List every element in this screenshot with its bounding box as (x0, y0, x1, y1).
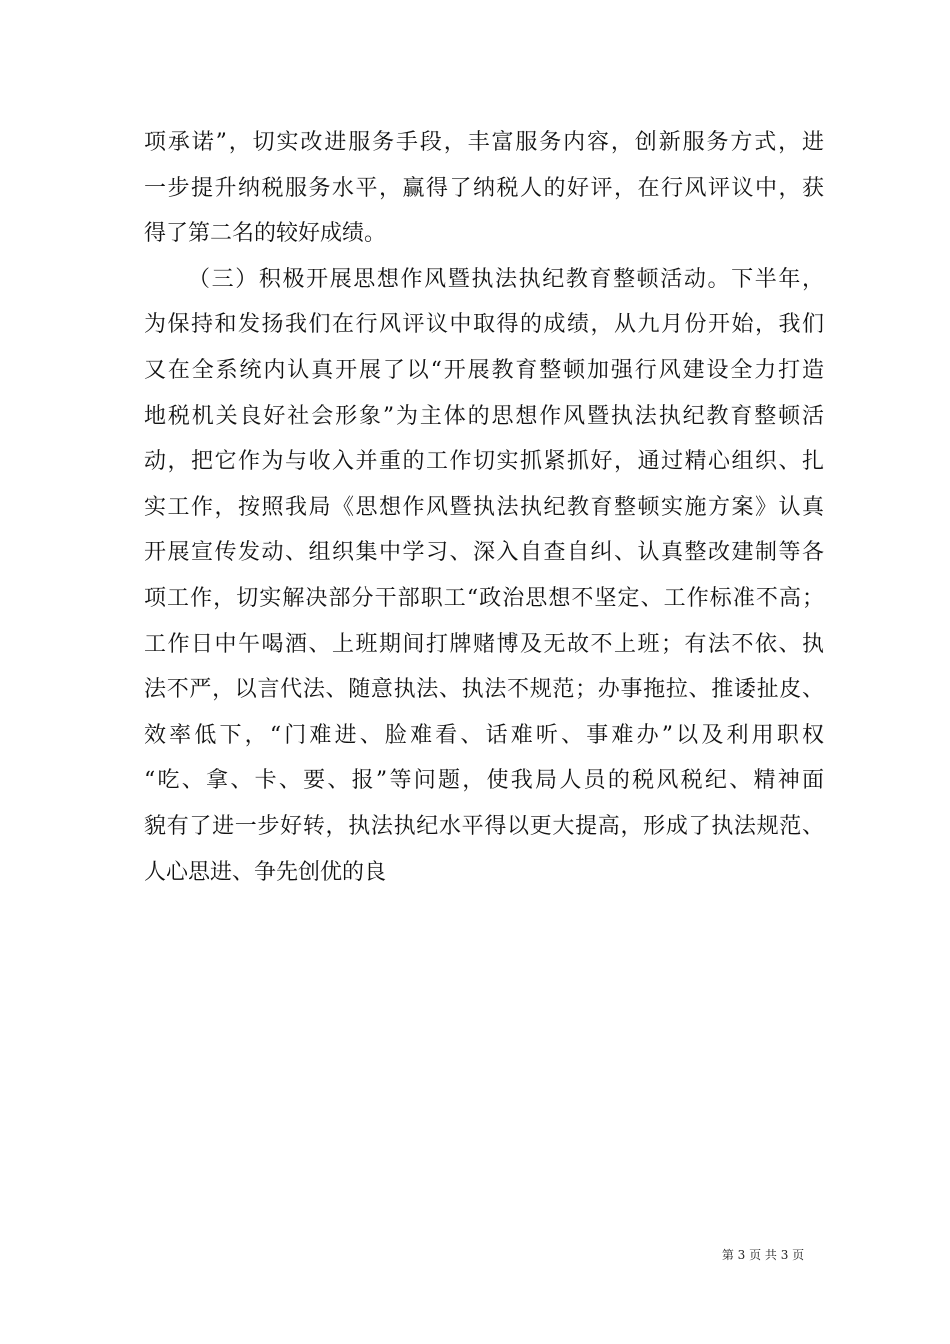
text-line: （三）积极开展思想作风暨执法执纪教育整顿活动。下半年， (188, 266, 824, 292)
text-line: 项承诺”，切实改进服务手段，丰富服务内容，创新服务方式，进 (144, 130, 824, 155)
text-line: 貌有了进一步好转，执法执纪水平得以更大提高，形成了执法规范、 (144, 813, 824, 839)
text-line: 动，把它作为与收入并重的工作切实抓紧抓好，通过精心组织、扎 (144, 449, 824, 475)
text-line: 得了第二名的较好成绩。 (144, 221, 387, 247)
text-line: 效率低下，“门难进、脸难看、话难听、事难办”以及利用职权 (144, 722, 824, 748)
text-line: 一步提升纳税服务水平，赢得了纳税人的好评，在行风评议中，获 (144, 175, 824, 201)
text-line: 工作日中午喝酒、上班期间打牌赌博及无故不上班；有法不依、执 (144, 631, 824, 657)
body-text (144, 120, 824, 895)
text-line: 实工作，按照我局《思想作风暨执法执纪教育整顿实施方案》认真 (144, 494, 824, 520)
text-line: 为保持和发扬我们在行风评议中取得的成绩，从九月份开始，我们 (144, 312, 824, 338)
text-line: 人心思进、争先创优的良 (144, 859, 387, 885)
text-line: 法不严，以言代法、随意执法、执法不规范；办事拖拉、推诿扯皮、 (144, 677, 824, 703)
text-line: 地税机关良好社会形象”为主体的思想作风暨执法执纪教育整顿活 (144, 403, 824, 429)
text-line: 项工作，切实解决部分干部职工“政治思想不坚定、工作标准不高； (144, 585, 824, 611)
page-number: 第 3 页 共 3 页 (721, 1248, 805, 1262)
text-line: “吃、拿、卡、要、报”等问题，使我局人员的税风税纪、精神面 (144, 768, 824, 794)
text-line: 又在全系统内认真开展了以“开展教育整顿加强行风建设全力打造 (144, 357, 824, 383)
text-line: 开展宣传发动、组织集中学习、深入自查自纠、认真整改建制等各 (144, 540, 824, 566)
